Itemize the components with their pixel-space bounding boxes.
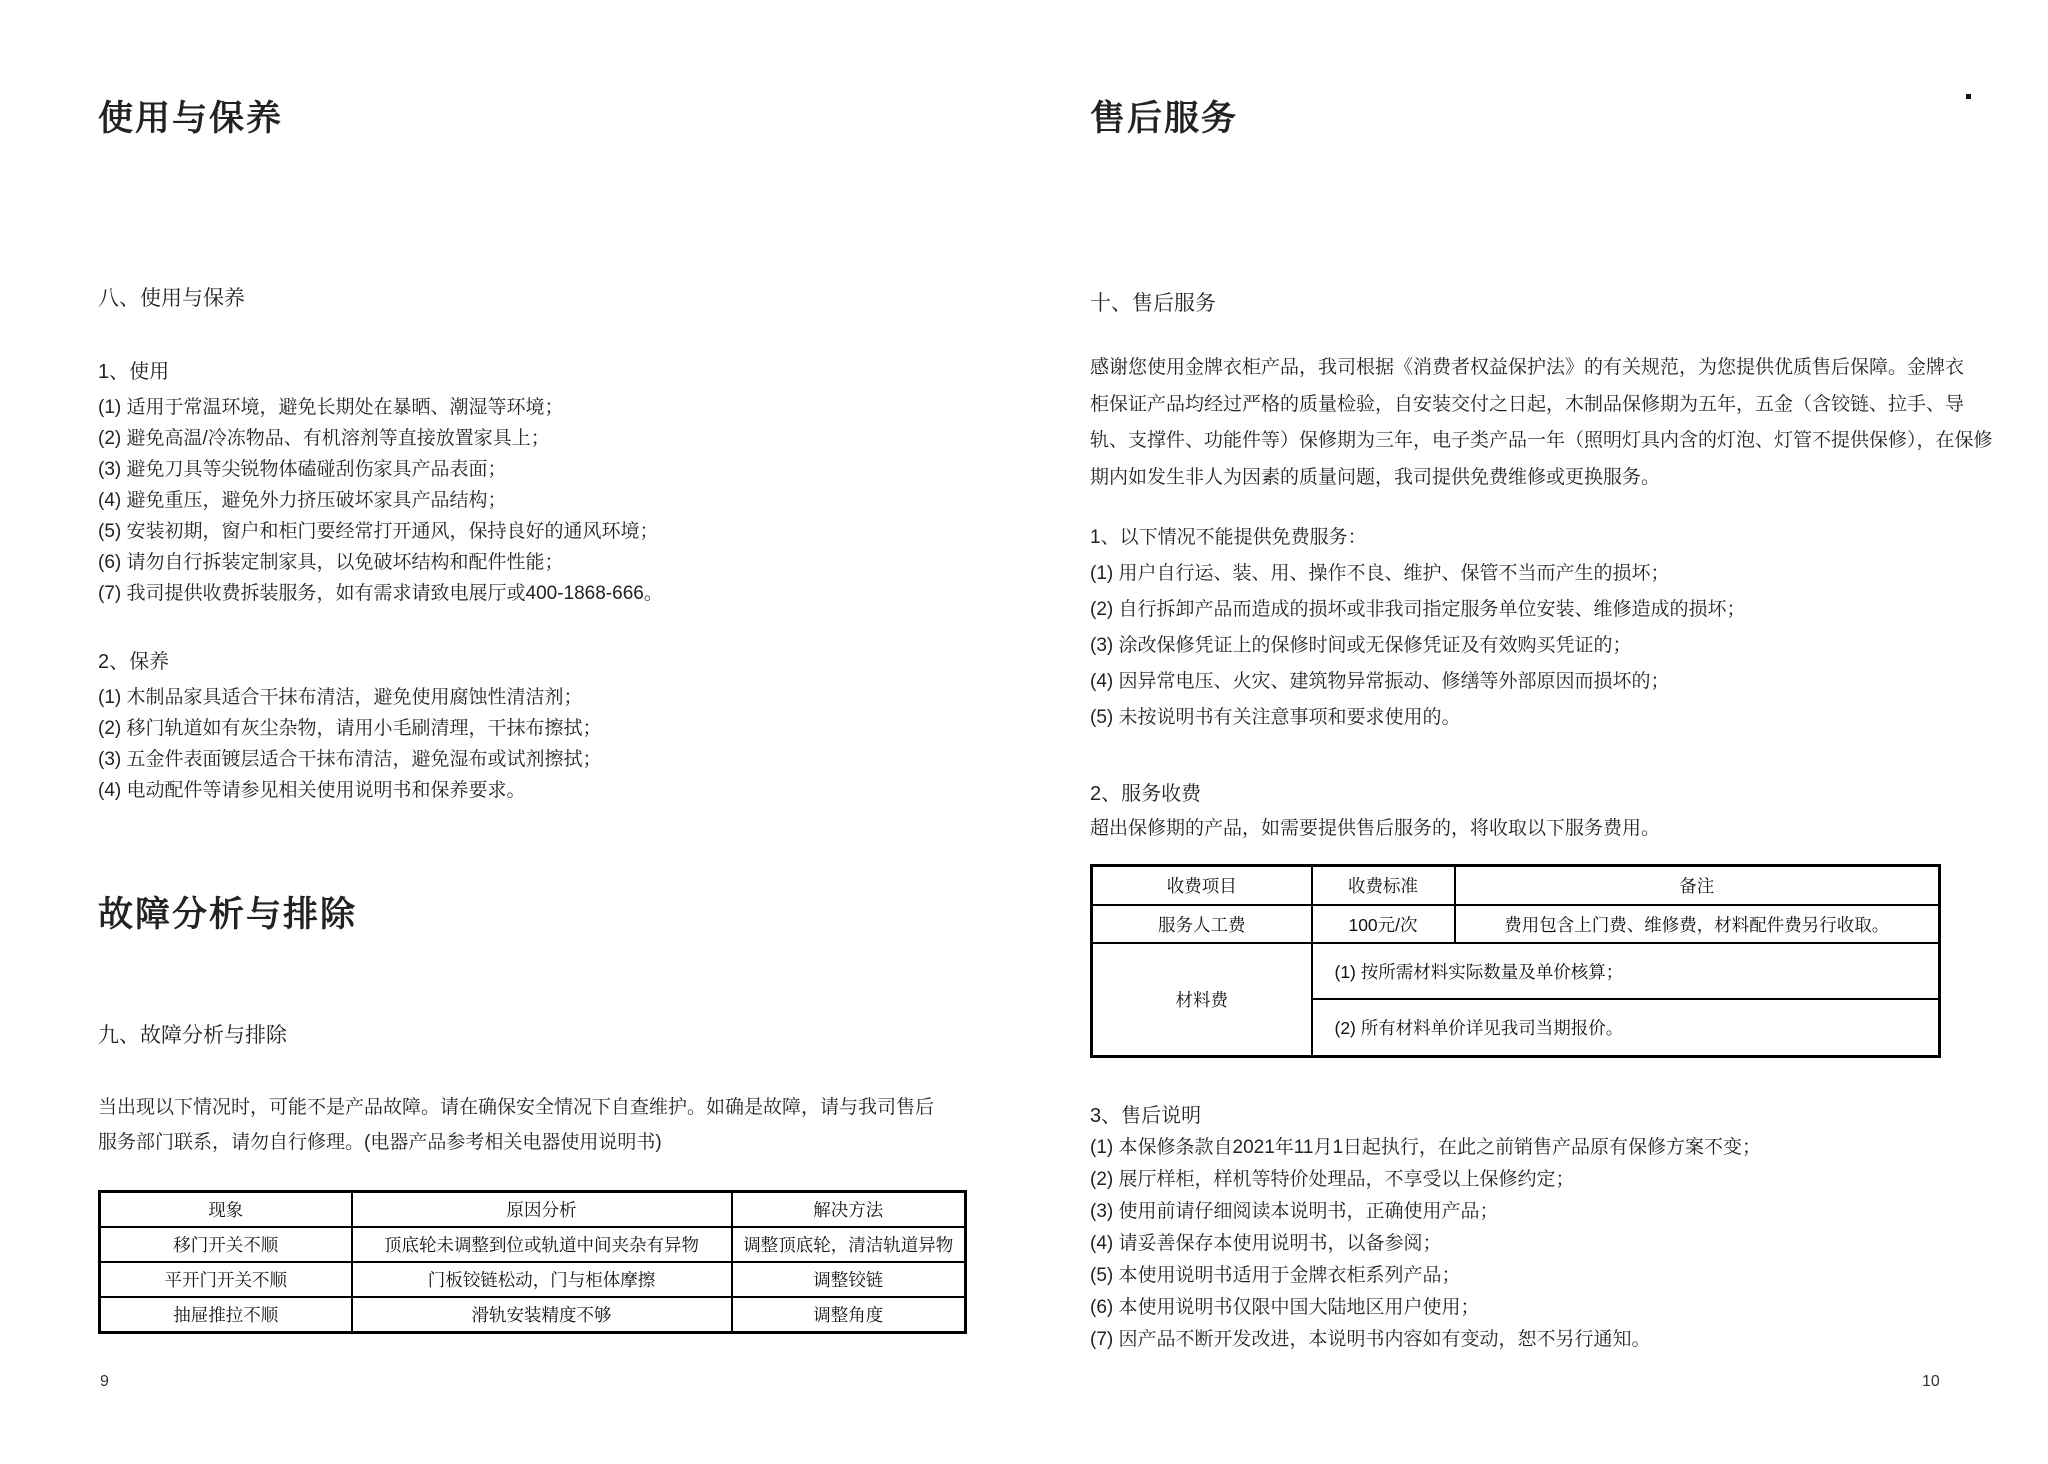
after-sale-note: (5) 本使用说明书适用于金牌衣柜系列产品； — [1090, 1265, 1461, 1286]
no-free-service-item: (3) 涂改保修凭证上的保修时间或无保修凭证及有效购买凭证的； — [1090, 635, 1632, 656]
intro-line: 感谢您使用金牌衣柜产品，我司根据《消费者权益保护法》的有关规范，为您提供优质售后保障。金牌衣 — [1090, 357, 1965, 378]
use-item: (1) 适用于常温环境，避免长期处在暴晒、潮湿等环境； — [98, 397, 564, 418]
service-fee-heading: 2、服务收费 — [1090, 783, 1202, 805]
fee-cell: 100元/次 — [1312, 905, 1455, 943]
fault-cell: 调整铰链 — [732, 1262, 966, 1297]
service-fee-intro: 超出保修期的产品，如需要提供售后服务的，将收取以下服务费用。 — [1090, 818, 1661, 839]
care-item: (3) 五金件表面镀层适合干抹布清洁，避免湿布或试剂擦拭； — [98, 749, 602, 770]
table-row — [100, 1227, 966, 1262]
fault-cell: 移门开关不顺 — [100, 1227, 352, 1262]
use-item: (5) 安装初期，窗户和柜门要经常打开通风，保持良好的通风环境； — [98, 521, 659, 542]
fault-col-cause: 原因分析 — [352, 1192, 732, 1228]
after-sale-note: (7) 因产品不断开发改进，本说明书内容如有变动，恕不另行通知。 — [1090, 1329, 1651, 1350]
after-sale-note: (2) 展厅样柜，样机等特价处理品，不享受以上保修约定； — [1090, 1169, 1575, 1190]
care-item: (1) 木制品家具适合干抹布清洁，避免使用腐蚀性清洁剂； — [98, 687, 583, 708]
after-sale-note: (4) 请妥善保存本使用说明书，以备参阅； — [1090, 1233, 1442, 1254]
page-right — [1024, 0, 2048, 1464]
table-row — [1092, 905, 1940, 943]
after-sale-notes-heading: 3、售后说明 — [1090, 1105, 1202, 1127]
fault-cell: 滑轨安装精度不够 — [352, 1297, 732, 1333]
section-heading-8: 八、使用与保养 — [98, 287, 245, 310]
page-number-left: 9 — [100, 1373, 109, 1390]
use-item: (3) 避免刀具等尖锐物体磕碰刮伤家具产品表面； — [98, 459, 507, 480]
care-item: (4) 电动配件等请参见相关使用说明书和保养要求。 — [98, 780, 526, 801]
intro-line: 柜保证产品均经过严格的质量检验，自安装交付之日起，木制品保修期为五年，五金（含铰链、拉手、导 — [1090, 393, 1965, 415]
no-free-service-item: (5) 未按说明书有关注意事项和要求使用的。 — [1090, 707, 1461, 728]
fee-cell-material-label: 材料费 — [1092, 943, 1312, 1057]
troubleshooting-intro — [98, 1090, 1024, 1160]
intro-line: 轨、支撑件、功能件等）保修期为三年，电子类产品一年（照明灯具内含的灯泡、灯管不提供保修），在保修 — [1090, 430, 1993, 451]
intro-line: 服务部门联系，请勿自行修理。(电器产品参考相关电器使用说明书) — [98, 1132, 662, 1153]
no-free-service-heading: 1、以下情况不能提供免费服务： — [1090, 527, 1367, 548]
fault-cell: 调整角度 — [732, 1297, 966, 1333]
fault-cell: 调整顶底轮，清洁轨道异物 — [732, 1227, 966, 1262]
use-item: (7) 我司提供收费拆装服务，如有需求请致电展厅或400-1868-666。 — [98, 583, 663, 604]
fault-col-solution: 解决方法 — [732, 1192, 966, 1228]
fault-cell: 顶底轮未调整到位或轨道中间夹杂有异物 — [352, 1227, 732, 1262]
fee-col-item: 收费项目 — [1092, 866, 1312, 906]
after-sale-note: (3) 使用前请仔细阅读本说明书，正确使用产品； — [1090, 1201, 1499, 1222]
fault-cell: 抽屉推拉不顺 — [100, 1297, 352, 1333]
page-number-right: 10 — [1922, 1373, 1940, 1390]
fee-cell-material-line: (1) 按所需材料实际数量及单价核算； — [1312, 943, 1940, 999]
no-free-service-item: (2) 自行拆卸产品而造成的损坏或非我司指定服务单位安装、维修造成的损坏； — [1090, 599, 1746, 620]
fault-table-header-row — [100, 1192, 966, 1228]
page-title-after-sales: 售后服务 — [1090, 99, 1239, 138]
fee-cell-material-line: (2) 所有材料单价详见我司当期报价。 — [1312, 999, 1940, 1057]
no-free-service-item: (4) 因异常电压、火灾、建筑物异常振动、修缮等外部原因而损坏的； — [1090, 671, 1670, 692]
fault-col-phenomenon: 现象 — [100, 1192, 352, 1228]
table-row — [100, 1262, 966, 1297]
no-free-service-item: (1) 用户自行运、装、用、操作不良、维护、保管不当而产生的损坏； — [1090, 563, 1670, 584]
after-sale-note: (6) 本使用说明书仅限中国大陆地区用户使用； — [1090, 1297, 1480, 1318]
fee-cell: 服务人工费 — [1092, 905, 1312, 943]
section-heading-9: 九、故障分析与排除 — [98, 1024, 287, 1047]
use-item: (2) 避免高温/冷冻物品、有机溶剂等直接放置家具上； — [98, 428, 550, 449]
page-title-troubleshooting: 故障分析与排除 — [98, 895, 358, 934]
fault-cell: 门板铰链松动，门与柜体摩擦 — [352, 1262, 732, 1297]
after-sales-intro — [1090, 350, 2048, 496]
stray-print-dot — [1966, 94, 1971, 99]
no-free-service-block — [1090, 520, 2048, 736]
fee-cell: 费用包含上门费、维修费，材料配件费另行收取。 — [1455, 905, 1940, 943]
page-title-use-care: 使用与保养 — [98, 99, 284, 138]
fee-table — [1090, 864, 1941, 1058]
after-sale-note: (1) 本保修条款自2021年11月1日起执行，在此之前销售产品原有保修方案不变； — [1090, 1137, 1762, 1158]
fee-table-header-row — [1092, 866, 1940, 906]
care-item: (2) 移门轨道如有灰尘杂物，请用小毛刷清理，干抹布擦拭； — [98, 718, 602, 739]
fault-cell: 平开门开关不顺 — [100, 1262, 352, 1297]
use-items — [98, 392, 1024, 609]
use-item: (6) 请勿自行拆装定制家具，以免破坏结构和配件性能； — [98, 552, 564, 573]
use-item: (4) 避免重压，避免外力挤压破坏家具产品结构； — [98, 490, 507, 511]
care-items — [98, 682, 1024, 806]
fault-table — [98, 1190, 967, 1334]
table-row — [100, 1297, 966, 1333]
intro-line: 期内如发生非人为因素的质量问题，我司提供免费维修或更换服务。 — [1090, 466, 1661, 488]
intro-line: 当出现以下情况时，可能不是产品故障。请在确保安全情况下自查维护。如确是故障，请与我司售后 — [98, 1097, 935, 1118]
after-sale-notes — [1090, 1132, 2048, 1356]
table-row — [1092, 943, 1940, 999]
fee-col-remark: 备注 — [1455, 866, 1940, 906]
section-heading-10: 十、售后服务 — [1090, 292, 1216, 315]
use-heading: 1、使用 — [98, 361, 170, 383]
fee-col-standard: 收费标准 — [1312, 866, 1455, 906]
care-heading: 2、保养 — [98, 651, 170, 673]
